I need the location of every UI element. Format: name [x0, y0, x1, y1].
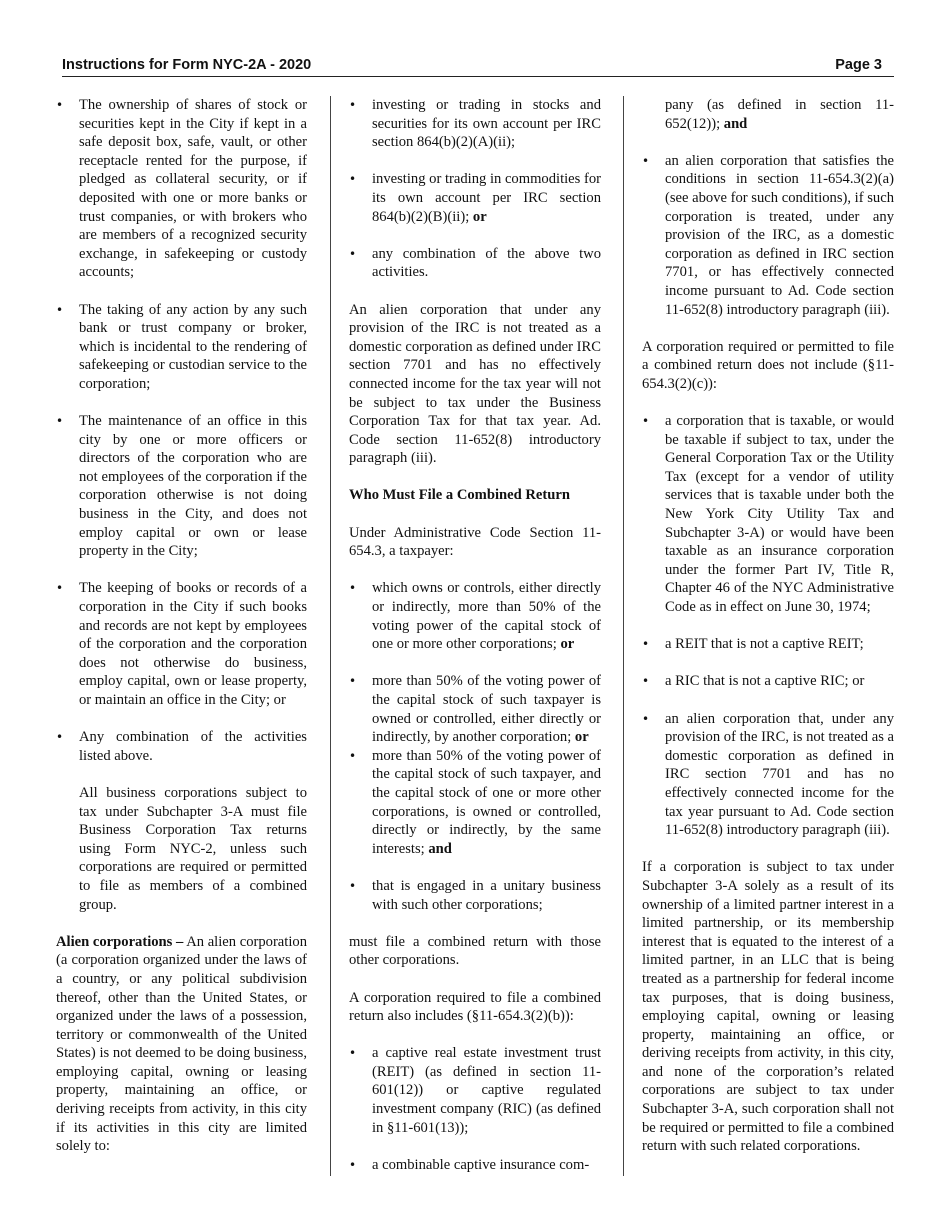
list-item — [642, 412, 894, 617]
list-item-text: The ownership of shares of stock or securities kept in the City if kept in a safe deposit box, safe, vault, or other receptacle rented for the purpose, if pledged as collateral security, or if deposited with one or more banks or trust companies, or with brokers who are members of a recognized security exchange, in safekeeping or custody accounts; — [79, 97, 307, 281]
alien-activities-list — [349, 96, 601, 282]
list-item — [349, 747, 601, 859]
combined-return-includes-list-continued — [642, 96, 894, 319]
list-item — [56, 412, 307, 561]
list-item-text: The taking of any action by any such bank or trust company or broker, which is incidental to the rendering of safekeeping or custodian service to the corporation; — [79, 301, 307, 392]
list-item — [349, 245, 601, 282]
list-item — [349, 170, 601, 226]
combined-return-excludes-list — [642, 412, 894, 840]
list-item — [642, 635, 894, 654]
list-item — [56, 728, 307, 765]
list-item — [349, 877, 601, 914]
conjunction: or — [469, 208, 487, 225]
paragraph: All business corporations subject to tax under Subchapter 3-A must file Business Corporation Tax returns using Form NYC-2, unless such corporations are required or permitted to file as members of a combined group. — [79, 784, 307, 913]
paragraph-alien-corporations — [56, 933, 307, 1156]
list-item — [349, 1156, 601, 1175]
column-2 — [349, 96, 601, 1174]
list-item — [56, 301, 307, 394]
list-item — [349, 579, 601, 653]
combined-return-includes-list — [349, 1044, 601, 1174]
list-item-text: Any combination of the activities listed above. — [79, 729, 307, 764]
paragraph: If a corporation is subject to tax under Subchapter 3-A solely as a result of its ownership of a limited partner interest in a limited partnership, or its membership interest that is equated to the interest of a limited partner, in an LLC that is being treated as a partnership for federal income tax purposes, that is doing business, employing capital, owning or leasing property, maintaining an office, or deriving receipts from activity, in this city, and none of the corporation’s related corporations are subject to tax under Subchapter 3-A, such corporation shall not be required or permitted to file a combined return with such related corporations. — [642, 859, 894, 1155]
list-item — [349, 96, 601, 152]
conjunction: or — [556, 636, 575, 653]
inline-heading: Alien corporations – — [56, 933, 184, 950]
list-item-text: any combination of the above two activities. — [372, 245, 601, 281]
list-item-text: a REIT that is not a captive REIT; — [665, 636, 864, 653]
page-header — [62, 56, 894, 77]
list-item — [349, 672, 601, 746]
list-item-text: a combinable captive insurance com- — [372, 1156, 590, 1173]
list-item — [56, 579, 307, 709]
paragraph: A corporation required to file a combined return also includes (§11-654.3(2)(b)): — [349, 989, 601, 1025]
paragraph: An alien corporation that under any provision of the IRC is not treated as a domestic corporation as defined under IRC section 7701 and has no effectively connected income for the tax year will not be subject to tax under the Business Corporation Tax for that tax year. Ad. Code section 11-652(8) introductory paragraph (iii). — [349, 301, 601, 467]
list-item — [642, 152, 894, 319]
column-divider-1 — [330, 96, 331, 1176]
list-item — [642, 710, 894, 840]
list-item-text: investing or trading in stocks and securities for its own account per IRC section 864(b)(2)(A)(ii); — [372, 97, 601, 151]
list-item-text: a captive real estate investment trust (REIT) (as defined in section 11-601(12)) or captive regulated investment company (RIC) (as defined in §11-601(13)); — [372, 1045, 601, 1136]
conjunction: and — [720, 115, 748, 132]
column-1 — [56, 96, 307, 1174]
paragraph-text: An alien corporation (a corporation organized under the laws of a country, or any political subdivision thereof, other than the United States, or organized under the laws of a possession, territory or commonwealth of the United States) is not deemed to be doing business, employing capital, owning or leasing property, maintaining an office, or deriving receipts from activity, in this city if its activities in this city are limited solely to: — [56, 933, 307, 1155]
column-3 — [642, 96, 894, 1174]
list-item-text: an alien corporation that, under any provision of the IRC, is not treated as a domestic corporation as defined in IRC section 7701 and has no effectively connected income for the tax year pursuant to Ad. Code section 11-652(8) introductory paragraph (iii). — [665, 710, 894, 839]
list-item — [349, 1044, 601, 1137]
list-item-text: investing or trading in commodities for its own account per IRC section 864(b)(2)(B)(ii); — [372, 171, 602, 225]
taxpayer-conditions-list — [349, 579, 601, 914]
list-item-text: that is engaged in a unitary business with such other corporations; — [372, 877, 601, 913]
paragraph: must file a combined return with those other corporations. — [349, 933, 601, 969]
activities-list — [56, 96, 307, 765]
document-title: Instructions for Form NYC-2A - 2020 — [62, 57, 312, 73]
list-item-text: pany (as defined in section 11-652(12)); — [665, 97, 894, 132]
list-item-text: a RIC that is not a captive RIC; or — [665, 673, 865, 690]
column-divider-2 — [623, 96, 624, 1176]
conjunction: and — [424, 840, 452, 857]
conjunction: or — [571, 729, 589, 746]
paragraph: A corporation required or permitted to file a combined return does not include (§11-654.3(2)(c)): — [642, 338, 894, 392]
list-item-continued — [642, 96, 894, 133]
list-item-text: a corporation that is taxable, or would be taxable if subject to tax, under the General Corporation Tax or the Utility Tax (except for a vendor of utility services that is taxable under both the New York City Utility Tax and Subchapter 3-A) or would have been taxable as an insurance corporation under the former Part IV, Title R, Chapter 46 of the NYC Administrative Code as in effect on June 30, 1974; — [665, 413, 894, 616]
list-item — [642, 672, 894, 691]
list-item-text: an alien corporation that satisfies the conditions in section 11-654.3(2)(a) (see above for such conditions), if such corporation is treated, under any provision of the IRC, as a domestic corporation as defined in IRC section 7701, or has effectively connected income pursuant to Ad. Code section 11-652(8) introductory paragraph (iii). — [665, 152, 894, 318]
list-item-text: more than 50% of the voting power of the capital stock of such taxpayer is owned or controlled, either directly or indirectly, by another corporation; — [372, 673, 601, 746]
paragraph: Under Administrative Code Section 11-654.3, a taxpayer: — [349, 524, 601, 560]
list-item-text: The keeping of books or records of a corporation in the City if such books and records are not kept by employees of the corporation and the corporation does not otherwise do business, employ capital, own or lease property, or maintain an office in the City; or — [79, 580, 307, 708]
list-item-text: which owns or controls, either directly or indirectly, more than 50% of the voting power of the capital stock of one or more other corporations; — [372, 580, 601, 653]
section-heading: Who Must File a Combined Return — [349, 487, 570, 504]
page-number: Page 3 — [835, 57, 882, 73]
list-item — [56, 96, 307, 282]
list-item-text: more than 50% of the voting power of the capital stock of such taxpayer, and the capital stock of one or more other corporations, is owned or controlled, directly or indirectly, by the same interests; — [372, 747, 601, 857]
list-item-text: The maintenance of an office in this city by one or more officers or directors of the corporation who are not employees of the corporation if the corporation otherwise is not doing business in the City, and does not employ capital or own or lease property in the City; — [79, 413, 307, 560]
